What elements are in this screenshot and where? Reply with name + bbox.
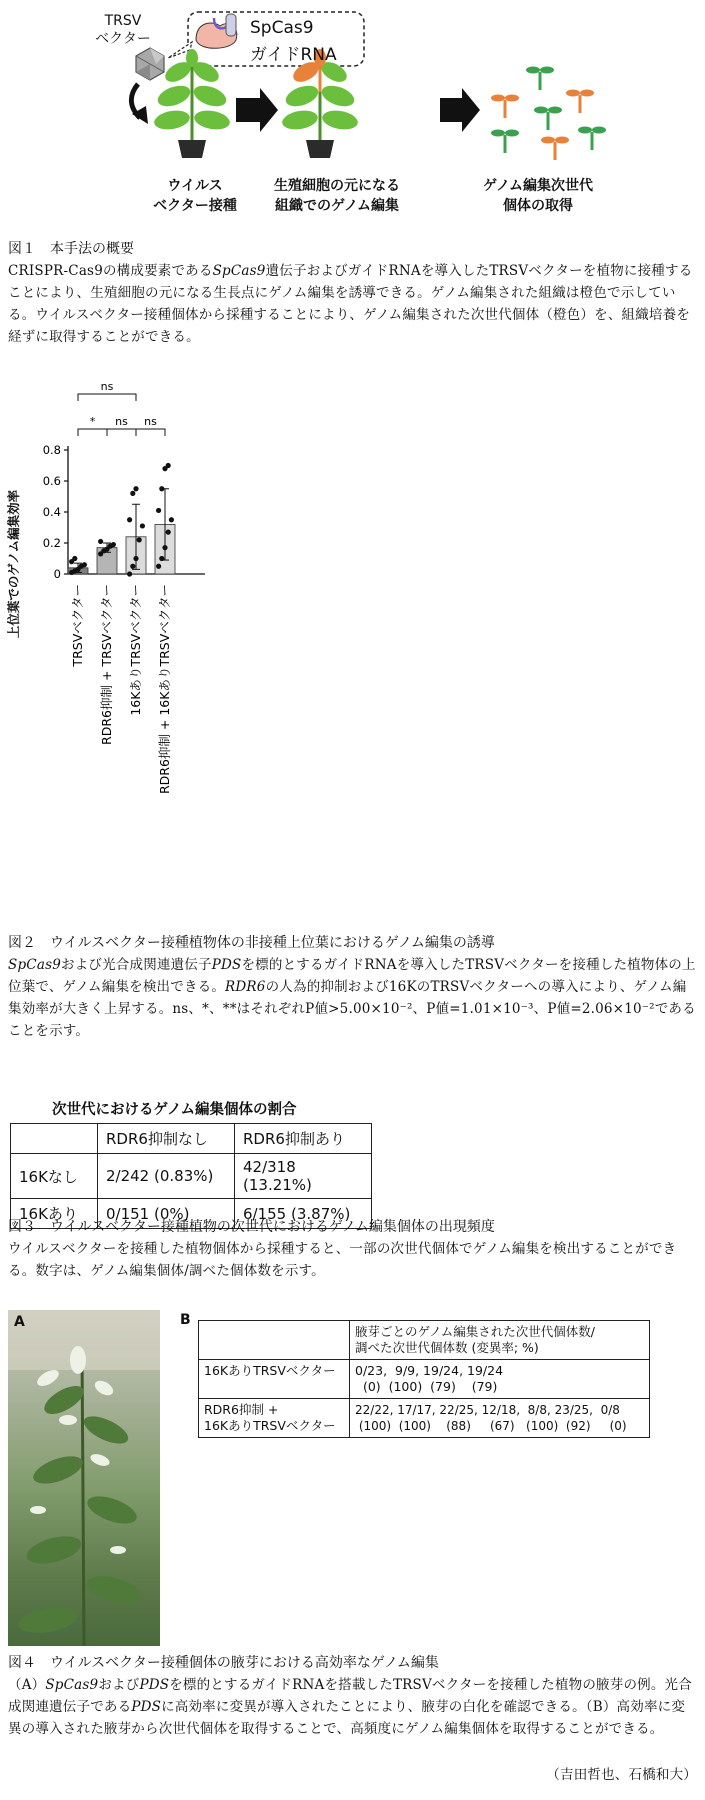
data-point <box>130 491 135 496</box>
data-point <box>82 562 87 567</box>
data-point <box>159 556 164 561</box>
data-point <box>133 556 138 561</box>
virus-icon <box>136 48 164 80</box>
table-header-cell: RDR6抑制あり <box>235 1124 372 1154</box>
y-axis-label: 上位葉でのゲノム編集効率 <box>6 489 21 639</box>
data-point <box>98 539 103 544</box>
figure-1-caption-title: 図１ 本手法の概要 <box>8 241 134 257</box>
data-point <box>130 564 135 569</box>
step-arrow-2 <box>440 88 480 132</box>
panel-a-label: A <box>14 1314 25 1330</box>
table-cell: 0/151 (0%) <box>98 1199 235 1229</box>
data-point <box>72 556 77 561</box>
table-row <box>199 1360 650 1399</box>
figure-1-caption: CRISPR-Cas9の構成要素であるSpCas9遺伝子およびガイドRNAを導入したTRSVベクターを植物に接種することにより、生殖細胞の元になる生長点にゲノム編集を誘導できる。ゲノム編集された組織は橙色で示している。ウイルスベクター接種個体から採種することにより、ゲノム編集された次世代個体（橙色）を、組織培養を経ずに取得することができる。 <box>8 263 693 345</box>
data-point <box>156 564 161 569</box>
figure-2-caption: SpCas9および光合成関連遺伝子PDSを標的とするガイドRNAを導入したTRSVベクターを接種した植物体の上位葉で、ゲノム編集を検出できる。RDR6の人為的抑制および16KのTRSVベクターへの導入により、ゲノム編集効率が大きく上昇する。ns、*、**はそれぞれP値>5.00×10⁻²、P値=1.01×10⁻³、P値=2.06×10⁻²であることを示す。 <box>8 957 696 1039</box>
y-tick-label: 0 <box>53 567 61 581</box>
table-cell <box>11 1124 98 1154</box>
significance-bracket <box>107 429 136 436</box>
plant-photo <box>8 1310 160 1646</box>
significance-bracket <box>136 429 165 436</box>
table-row <box>11 1124 372 1154</box>
table-header-cell: 腋芽ごとのゲノム編集された次世代個体数/ 調べた次世代個体数 (変異率; %) <box>350 1321 650 1360</box>
data-point <box>127 517 132 522</box>
x-tick-label: RDR6抑制 + TRSVベクター <box>99 584 114 745</box>
seedlings-icon <box>491 67 606 161</box>
table-4 <box>198 1320 650 1438</box>
trsv-vector-label: TRSV ベクター <box>95 13 151 47</box>
table-cell: 22/22, 17/17, 22/25, 12/18, 8/8, 23/25, 0/8 (100) (100) (88) (67) (100) (92) (0) <box>350 1399 650 1438</box>
table-cell: 2/242 (0.83%) <box>98 1154 235 1199</box>
significance-label: ns <box>115 415 128 428</box>
x-tick-label: RDR6抑制 + 16KありTRSVベクター <box>157 584 172 795</box>
y-tick-label: 0.2 <box>42 536 61 550</box>
table-cell: 42/318 (13.21%) <box>235 1154 372 1199</box>
figure-2-caption-title: 図２ ウイルスベクター接種植物体の非接種上位葉におけるゲノム編集の誘導 <box>8 935 495 951</box>
data-point <box>166 530 171 535</box>
table-row-header: 16Kなし <box>11 1154 98 1199</box>
table-3 <box>10 1123 372 1229</box>
figure-1 <box>0 0 705 240</box>
data-point <box>166 463 171 468</box>
x-tick-label: 16KありTRSVベクター <box>128 584 143 716</box>
data-point <box>162 545 167 550</box>
data-point <box>111 542 116 547</box>
table-row <box>199 1321 650 1360</box>
figure-3-caption: ウイルスベクターを接種した植物個体から採種すると、一部の次世代個体でゲノム編集を検出することができる。数字は、ゲノム編集個体/調べた個体数を示す。 <box>8 1241 677 1279</box>
data-point <box>140 523 145 528</box>
data-point <box>127 571 132 576</box>
panel-b-label: B <box>180 1312 191 1328</box>
table-header-cell: RDR6抑制なし <box>98 1124 235 1154</box>
data-point <box>159 486 164 491</box>
table-row <box>11 1154 372 1199</box>
figure-3-caption-title: 図３ ウイルスベクター接種植物の次世代におけるゲノム編集個体の出現頻度 <box>8 1219 495 1235</box>
table-row-header: 16KありTRSVベクター <box>199 1360 350 1399</box>
data-point <box>137 537 142 542</box>
authors: （吉田哲也、石橋和大） <box>546 1767 697 1783</box>
bubble-text-2: ガイドRNA <box>250 45 337 65</box>
step-3-label: ゲノム編集次世代 個体の取得 <box>482 178 594 214</box>
table-cell <box>199 1321 350 1360</box>
data-point <box>156 508 161 513</box>
x-tick-label: TRSVベクター <box>70 584 85 667</box>
y-tick-label: 0.4 <box>42 505 61 519</box>
bubble-text-1: SpCas9 <box>250 18 314 38</box>
significance-bracket <box>78 429 107 436</box>
significance-label: ns <box>100 380 114 393</box>
significance-bracket <box>78 394 136 401</box>
step-arrow-1 <box>236 88 278 132</box>
data-point <box>169 517 174 522</box>
figure-2-chart <box>0 380 705 900</box>
step-1-label: ウイルス ベクター接種 <box>153 178 237 214</box>
table-row-header: RDR6抑制 + 16KありTRSVベクター <box>199 1399 350 1438</box>
figure-4-caption-title: 図４ ウイルスベクター接種個体の腋芽における高効率なゲノム編集 <box>8 1655 439 1671</box>
table-cell: 6/155 (3.87%) <box>235 1199 372 1229</box>
figure-1-illustration <box>0 0 705 175</box>
data-point <box>133 486 138 491</box>
table-3-title: 次世代におけるゲノム編集個体の割合 <box>52 1102 297 1118</box>
table-row-header: 16Kあり <box>11 1199 98 1229</box>
table-cell: 0/23, 9/9, 19/24, 19/24 (0) (100) (79) (79) <box>350 1360 650 1399</box>
y-tick-label: 0.8 <box>42 443 61 457</box>
plant-photo-illustration <box>8 1310 160 1646</box>
significance-label: ns <box>144 415 157 428</box>
figure-4-caption: （A）SpCas9およびPDSを標的とするガイドRNAを搭載したTRSVベクターを接種した植物の腋芽の例。光合成関連遺伝子であるPDSに高効率に変異が導入されたことにより、腋芽の白化を確認できる。（B）高効率に変異の導入された腋芽から次世代個体を取得することで、高頻度にゲノム編集個体を取得することができる。 <box>8 1677 692 1737</box>
table-row <box>199 1399 650 1438</box>
y-tick-label: 0.6 <box>42 474 61 488</box>
significance-label: * <box>89 415 96 428</box>
step-2-label: 生殖細胞の元になる 組織でのゲノム編集 <box>274 178 400 214</box>
